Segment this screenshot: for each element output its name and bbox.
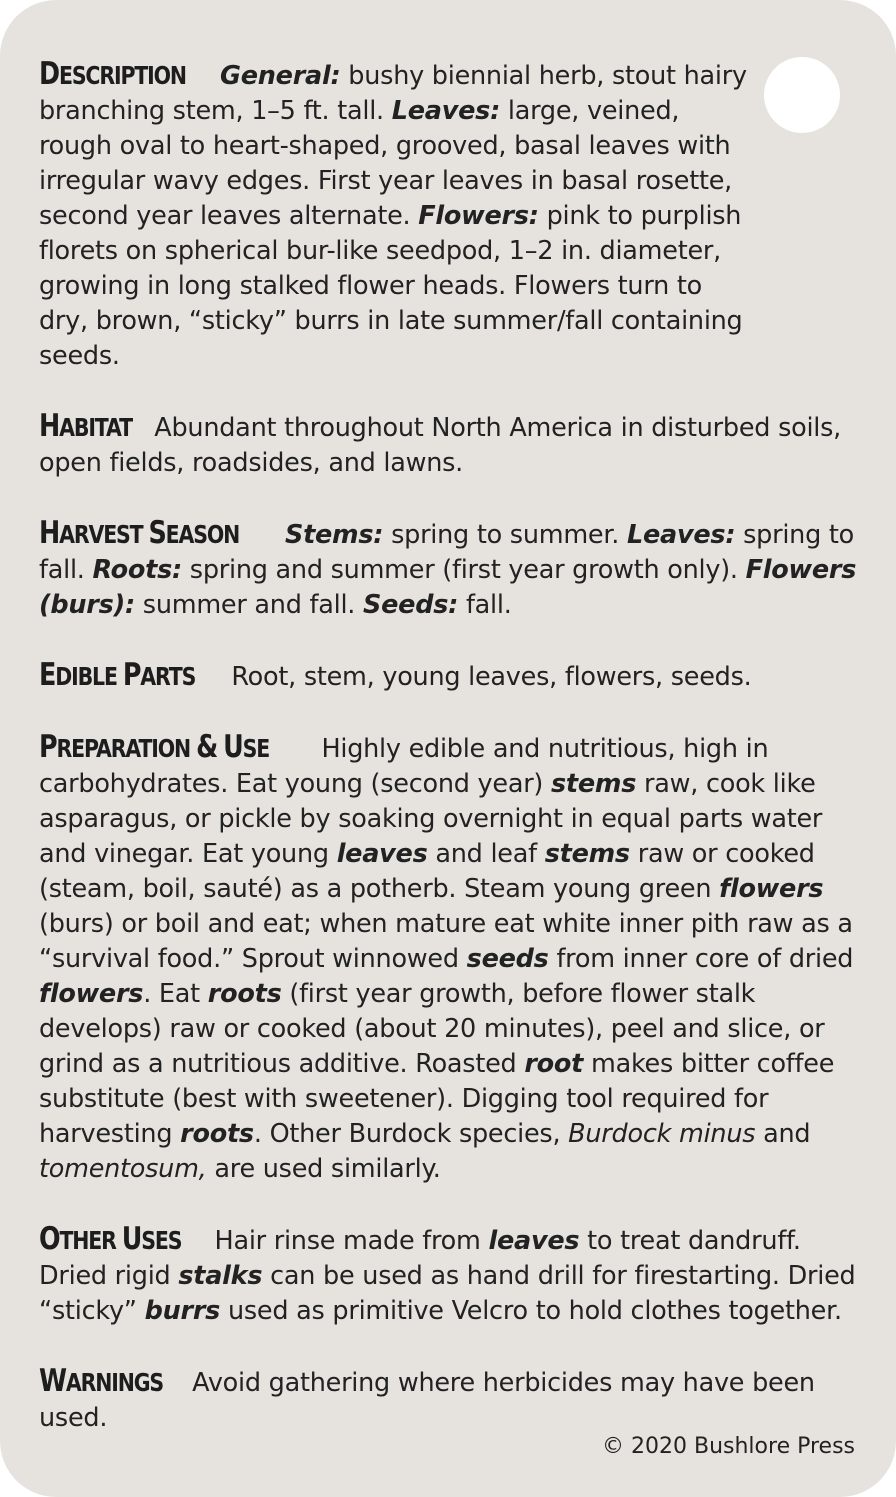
section-text: [39, 516, 863, 623]
body-text: . Other Burdock species,: [253, 1119, 569, 1149]
emphasis-term: roots: [207, 979, 282, 1009]
copyright-notice: © 2020 Bushlore Press: [602, 1434, 855, 1459]
section-heading: DESCRIPTION: [39, 56, 186, 92]
body-text: Root, stem, young leaves, flowers, seeds.: [231, 662, 752, 692]
italic-term: Burdock minus: [568, 1119, 756, 1149]
section-heading: WARNINGS: [39, 1363, 164, 1399]
emphasis-term: flowers: [39, 979, 144, 1009]
emphasis-term: seeds: [466, 944, 549, 974]
section-habitat: [39, 409, 863, 481]
emphasis-term: Stems:: [284, 520, 384, 550]
section-other-uses: [39, 1222, 863, 1329]
section-preparation-use: [39, 730, 863, 1187]
emphasis-term: leaves: [488, 1226, 580, 1256]
section-text: [39, 1222, 863, 1329]
body-text: spring and summer (first year growth only).: [181, 555, 746, 585]
section-heading: HABITAT: [39, 408, 133, 444]
body-text: can be used as hand drill for firestarting. Dried “sticky”: [39, 1261, 856, 1326]
body-text: raw or cooked (steam, boil, sauté) as a potherb. Steam young green: [39, 839, 815, 904]
card-content: [39, 57, 863, 1471]
section-heading: OTHER USES: [39, 1221, 182, 1257]
emphasis-term: stalks: [178, 1261, 263, 1291]
body-text: and: [755, 1119, 811, 1149]
section-harvest-season: [39, 516, 863, 623]
body-text: spring to fall.: [39, 520, 854, 585]
body-text: Avoid gathering where herbicides may have been used.: [39, 1368, 815, 1433]
emphasis-term: Leaves:: [391, 96, 501, 126]
body-text: Highly edible and nutritious, high in carbohydrates. Eat young (second year): [39, 734, 769, 799]
body-text: and leaf: [427, 839, 545, 869]
emphasis-term: root: [524, 1049, 584, 1079]
section-text: [39, 57, 757, 374]
body-text: pink to purplish florets on spherical bur-like seedpod, 1–2 in. diameter, growing in long stalked flower heads. Flowers turn to dry, brown, “sticky” burrs in late summer/fall containing seeds.: [39, 201, 743, 371]
body-text: (burs) or boil and eat; when mature eat white inner pith raw as a “survival food.” Sprout winnowed: [39, 909, 853, 974]
emphasis-term: flowers: [719, 874, 824, 904]
body-text: raw, cook like asparagus, or pickle by soaking overnight in equal parts water and vinegar. Eat young: [39, 769, 823, 869]
body-text: Abundant throughout North America in disturbed soils, open fields, roadsides, and lawns.: [39, 413, 842, 478]
emphasis-term: Flowers (burs):: [39, 555, 857, 620]
italic-term: tomentosum,: [39, 1154, 207, 1184]
body-text: fall.: [458, 590, 512, 620]
section-heading: EDIBLE PARTS: [39, 657, 196, 693]
emphasis-term: Leaves:: [626, 520, 736, 550]
body-text: (first year growth, before flower stalk develops) raw or cooked (about 20 minutes), peel and slice, or grind as a nutritious additive. Roasted: [39, 979, 825, 1079]
emphasis-term: Flowers:: [418, 201, 539, 231]
section-text: [39, 409, 863, 481]
section-heading: PREPARATION & USE: [39, 729, 270, 765]
body-text: . Eat: [143, 979, 208, 1009]
section-heading: HARVEST SEASON: [39, 515, 240, 551]
emphasis-term: Seeds:: [363, 590, 459, 620]
emphasis-term: leaves: [336, 839, 428, 869]
emphasis-term: stems: [544, 839, 630, 869]
body-text: Hair rinse made from: [214, 1226, 489, 1256]
body-text: used as primitive Velcro to hold clothes together.: [220, 1296, 842, 1326]
section-text: [39, 1364, 863, 1436]
body-text: to treat dandruff. Dried rigid: [39, 1226, 801, 1291]
body-text: are used similarly.: [206, 1154, 441, 1184]
body-text: large, veined, rough oval to heart-shaped, grooved, basal leaves with irregular wavy edges. First year leaves in basal rosette, second year leaves alternate.: [39, 96, 733, 231]
body-text: from inner core of dried: [548, 944, 854, 974]
body-text: makes bitter coffee substitute (best with sweetener). Digging tool required for harvesting: [39, 1049, 835, 1149]
emphasis-term: roots: [180, 1119, 254, 1149]
emphasis-term: General:: [220, 61, 341, 91]
section-edible-parts: [39, 658, 863, 695]
section-text: [39, 658, 863, 695]
body-text: bushy biennial herb, stout hairy branching stem, 1–5 ft. tall.: [39, 61, 747, 126]
emphasis-term: burrs: [144, 1296, 221, 1326]
section-text: [39, 730, 863, 1187]
body-text: summer and fall.: [134, 590, 363, 620]
body-text: spring to summer.: [383, 520, 627, 550]
emphasis-term: Roots:: [92, 555, 182, 585]
emphasis-term: stems: [551, 769, 637, 799]
section-description: [39, 57, 863, 374]
section-warnings: [39, 1364, 863, 1436]
